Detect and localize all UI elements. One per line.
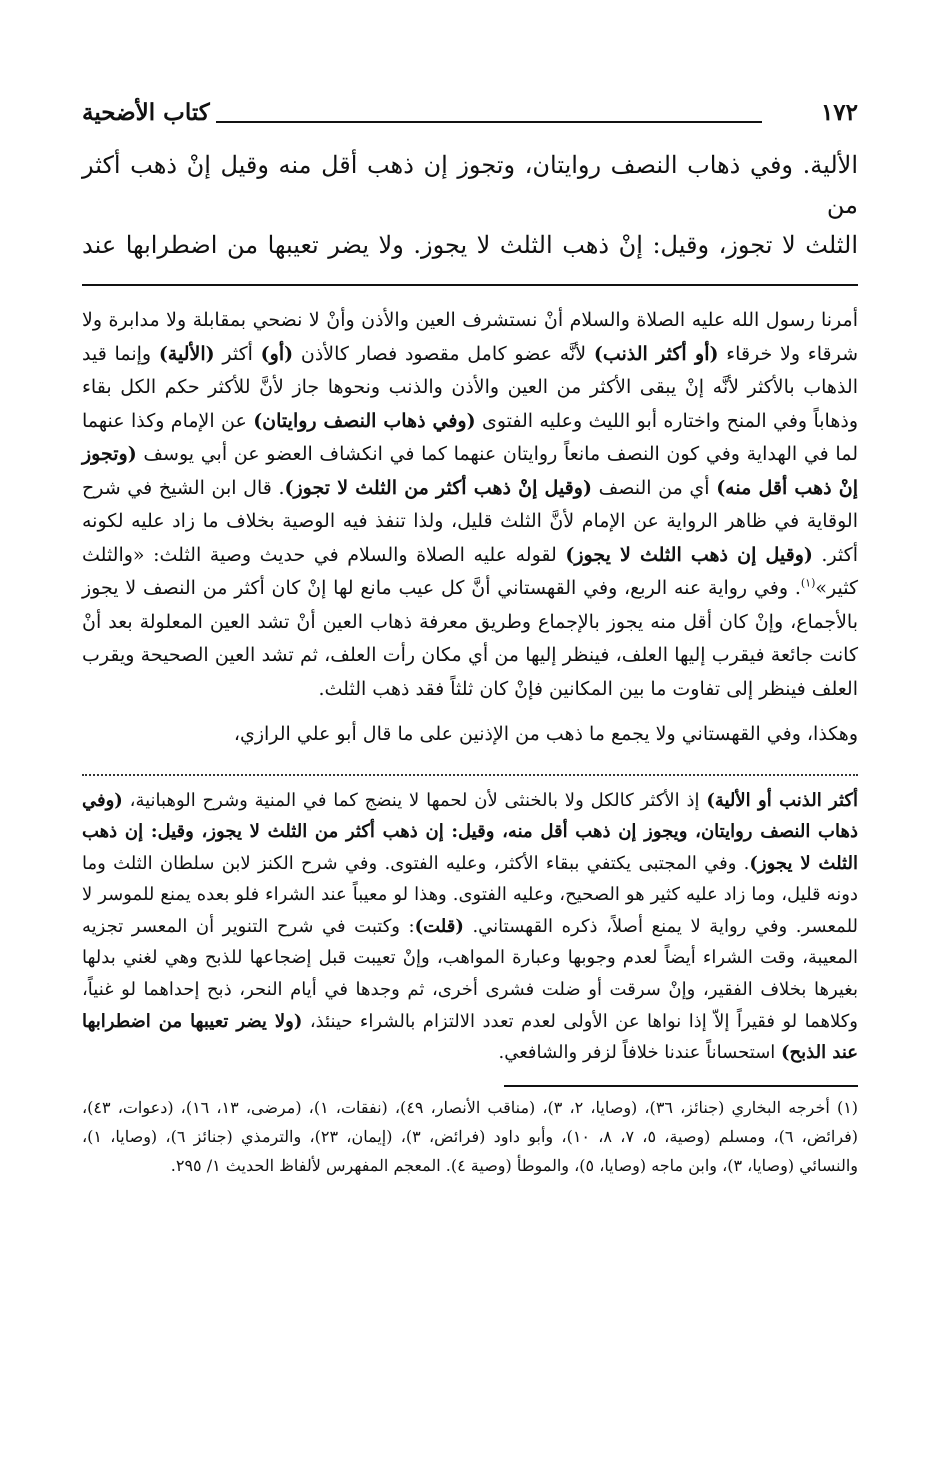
footnote-marker: (١): [800, 576, 816, 590]
primary-commentary: [82, 304, 858, 752]
book-title: كتاب الأضحية: [82, 98, 210, 126]
bold-quote: (قلت): [414, 915, 464, 937]
bold-quote: (أو): [260, 342, 294, 365]
bold-quote: (وقيل إنْ ذهب أكثر من الثلث لا تجوز): [284, 476, 592, 499]
footnotes-rule: [504, 1085, 858, 1087]
bold-quote: (وتجوز إنْ ذهب أقل منه): [82, 443, 858, 499]
footnotes: [82, 1093, 858, 1180]
text-span: أمرنا رسول الله عليه الصلاة والسلام أنْ نستشرف العين والأذن وأنْ لا نضحي بمقابلة ولا مدابرة ولا شرقاء ولا خرقاء: [82, 309, 858, 365]
page-header: [82, 92, 858, 132]
commentary-paragraph-2: وهكذا، وفي القهستاني ولا يجمع ما ذهب من الإذنين على ما قال أبو علي الرازي،: [233, 723, 858, 745]
book-page: [82, 92, 858, 1180]
commentary-paragraph-1: [82, 304, 858, 706]
dotted-separator: [82, 774, 858, 776]
text-span: وإنما قيد الذهاب بالأكثر لأنَّه إنْ يبقى الأكثر من العين والأذن والذنب ونحوها جاز لأنَّ للأكثر حكم الكل بقاء وذهاباً وفي المنح واختاره أبو الليث وعليه الفتوى: [82, 342, 858, 432]
bold-quote: (أو أكثر الذنب): [593, 342, 719, 365]
page-number: ١٧٢: [820, 98, 858, 126]
matn-divider: [82, 284, 858, 286]
text-span: . قال ابن الشيخ في شرح الوقاية في ظاهر الرواية عن الإمام لأنَّ الثلث قليل، ولذا تنفذ فيه الوصية بخلاف ما زاد عليه لكونه أكثر.: [82, 476, 858, 566]
matn-line-1: الألية. وفي ذهاب النصف روايتان، وتجوز إن ذهب أقل منه وقيل إنْ ذهب أكثر من: [82, 151, 858, 219]
bold-quote: (وفي ذهاب النصف روايتان، ويجوز إن ذهب أقل منه، وقيل: إن ذهب أكثر من الثلث لا يجوز، وقيل: إن ذهب الثلث لا يجوز): [82, 789, 858, 874]
bold-quote: (وقيل إن ذهب الثلث لا يجوز): [565, 543, 813, 566]
bold-quote: (وفي ذهاب النصف روايتان): [253, 409, 476, 432]
secondary-commentary: [82, 785, 858, 1069]
text-span: . وفي المجتبى يكتفي ببقاء الأكثر، وعليه الفتوى. وفي شرح الكنز لابن سلطان الثلث وما دونه قليل، وما زاد عليه كثير هو الصحيح، وعليه الفتوى. وهذا لو معيباً عند الشراء فلو بعده يمنع للموسر لا للمعسر. وفي رواية لا يمنع أصلاً، ذكره القهستاني.: [82, 852, 859, 937]
text-span: إذ الأكثر كالكل ولا بالخنثى لأن لحمها لا ينضج كما في المنية وشرح الوهبانية،: [122, 789, 707, 811]
bold-quote: أكثر الذنب أو الألية): [706, 789, 858, 811]
main-matn-text: [82, 145, 858, 265]
text-span: : وكتبت في شرح التنوير أن المعسر تجزيه المعيبة، وقت الشراء أيضاً لعدم وجوبها وعبارة المواهب، وإنْ تعيبت قبل إضجاعها للذبح وهي لغني بدلها بغيرها بخلاف الفقير، وإنْ سرقت أو ضلت فشرى أخرى، ثم وجدها في أيام النحر، ذبح إحداهما لو غنياً، وكلاهما لو فقيراً إلاّ إذا نواها عن الأولى لعدم تعدد الالتزام بالشراء حينئذ،: [82, 915, 858, 1032]
text-span: عن الإمام وكذا عنهما لما في الهداية وفي كون النصف مانعاً روايتان عنهما كما في انكشاف العضو عن أبي يوسف: [82, 409, 858, 465]
bold-quote: (ولا يضر تعيبها من اضطرابها عند الذبح): [82, 1010, 858, 1064]
header-rule: [216, 121, 762, 123]
matn-line-2: الثلث لا تجوز، وقيل: إنْ ذهب الثلث لا يجوز. ولا يضر تعيبها من اضطرابها عند: [82, 231, 858, 259]
secondary-paragraph: [82, 785, 858, 1069]
footnote-1: (١) أخرجه البخاري (جنائز، ٣٦)، (وصايا، ٢، ٣)، (مناقب الأنصار، ٤٩)، (نفقات، ١)، (مرضى، ١٣، ١٦)، (دعوات، ٤٣)، (فرائض، ٦)، ومسلم (وصية، ٥، ٧، ٨، ١٠)، وأبو داود (فرائض، ٣)، (إيمان، ٢٣)، والترمذي (جنائز ٦)، (وصايا، ١)، والنسائي (وصايا، ٣)، وابن ماجه (وصايا، ٥)، والموطأ (وصية ٤). المعجم المفهرس لألفاظ الحديث ١/ ٢٩٥.: [82, 1097, 859, 1175]
bold-quote: (الألية): [158, 342, 215, 365]
text-span: لقوله عليه الصلاة والسلام في حديث وصية الثلث: «والثلث كثير»: [82, 543, 858, 599]
text-span: أكثر: [214, 342, 261, 365]
text-span: أي من النصف: [591, 476, 717, 499]
text-span: لأنَّه عضو كامل مقصود فصار كالأذن: [293, 342, 594, 365]
text-span: استحساناً عندنا خلافاً لزفر والشافعي.: [498, 1042, 782, 1064]
text-span: . وفي رواية عنه الربع، وفي القهستاني أنَّ كل عيب مانع لها إنْ كان أكثر من النصف لا يجوز بالأجماع، وإنْ كان أقل منه يجوز بالإجماع وطريق معرفة ذهاب العين أنْ تشد العين المعلولة بعد أنْ كانت جائعة فيقرب إليها العلف، فينظر إليها من أي مكان رأت العلف، ثم تشد العين الصحيحة ويقرب العلف فينظر إلى تفاوت ما بين المكانين فإنْ كان ثلثاً فقد ذهب الثلث.: [82, 577, 858, 700]
